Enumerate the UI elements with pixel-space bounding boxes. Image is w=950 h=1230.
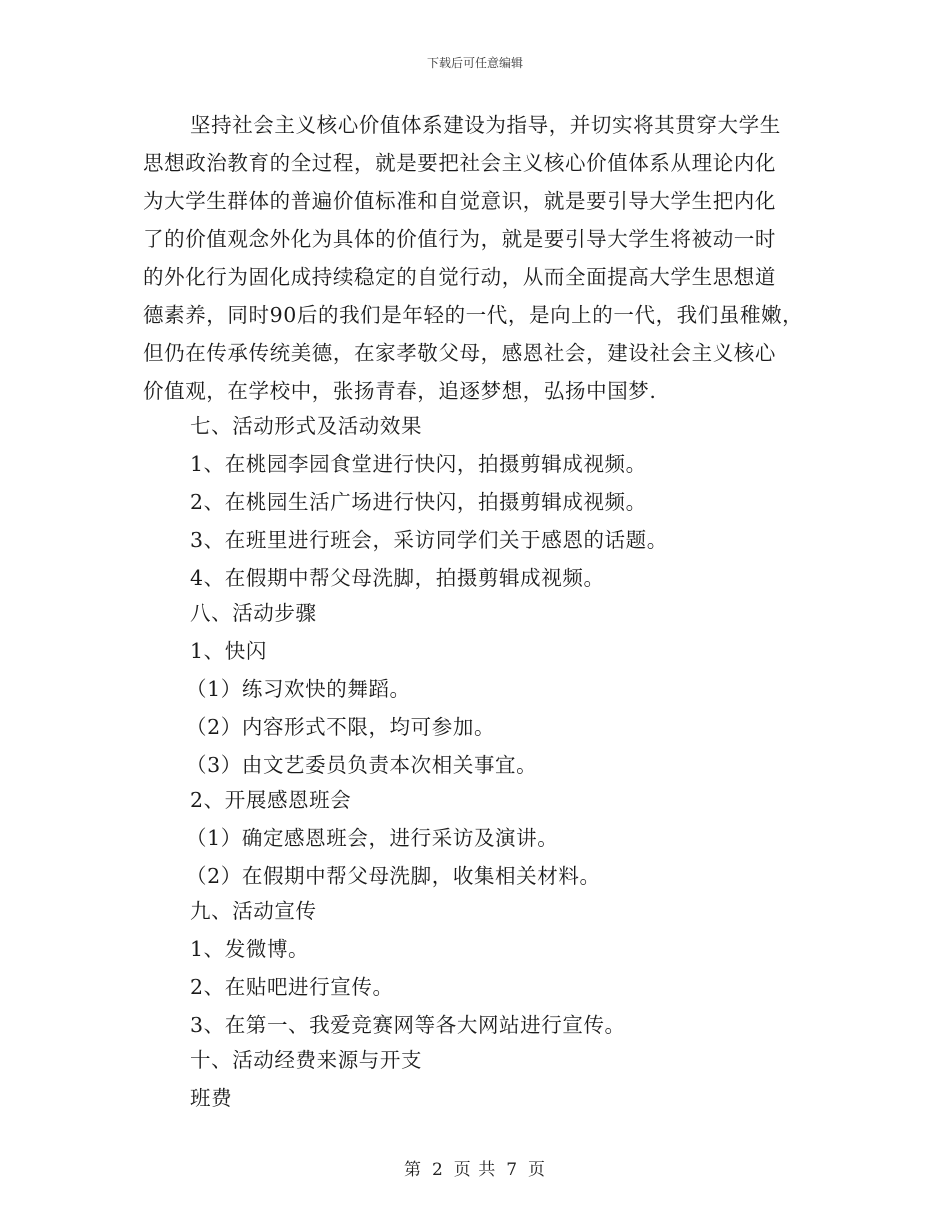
paragraph-line: 思想政治教育的全过程，就是要把社会主义核心价值体系从理论内化 <box>143 151 776 175</box>
list-item: 1、发微博。 <box>190 937 310 961</box>
paragraph-line: 的外化行为固化成持续稳定的自觉行动，从而全面提高大学生思想道 <box>143 265 776 289</box>
list-item: 3、在班里进行班会，采访同学们关于感恩的话题。 <box>190 528 668 552</box>
list-item: 4、在假期中帮父母洗脚，拍摄剪辑成视频。 <box>190 566 605 590</box>
page-footer <box>0 1155 950 1180</box>
sub-list-item: （1）确定感恩班会，进行采访及演讲。 <box>186 826 559 850</box>
section-heading-8: 八、活动步骤 <box>190 601 317 625</box>
page-header: 下载后可任意编辑 <box>426 56 523 70</box>
paragraph-line: 但仍在传承传统美德，在家孝敬父母，感恩社会，建设社会主义核心 <box>143 341 776 365</box>
paragraph-line: 德素养，同时90后的我们是年轻的一代，是向上的一代，我们虽稚嫩， <box>143 303 804 327</box>
list-item: 1、在桃园李园食堂进行快闪，拍摄剪辑成视频。 <box>190 452 647 476</box>
sub-list-item: （2）在假期中帮父母洗脚，收集相关材料。 <box>186 864 601 888</box>
section-content: 班费 <box>190 1086 233 1110</box>
list-item: 2、在桃园生活广场进行快闪，拍摄剪辑成视频。 <box>190 490 647 514</box>
section-heading-7: 七、活动形式及活动效果 <box>190 414 423 438</box>
paragraph-line: 价值观，在学校中，张扬青春，追逐梦想，弘扬中国梦. <box>143 379 657 403</box>
section-heading-9: 九、活动宣传 <box>190 899 317 923</box>
page-label-suffix: 页 <box>528 1160 547 1180</box>
step-title: 2、开展感恩班会 <box>190 788 352 812</box>
total-pages-number: 7 <box>506 1160 519 1180</box>
list-item: 3、在第一、我爱竞赛网等各大网站进行宣传。 <box>190 1013 626 1037</box>
section-heading-10: 十、活动经费来源与开支 <box>190 1048 423 1072</box>
sub-list-item: （3）由文艺委员负责本次相关事宜。 <box>186 753 538 777</box>
page-label-mid: 页 共 <box>453 1160 497 1180</box>
paragraph-line: 了的价值观念外化为具体的价值行为，就是要引导大学生将被动一时 <box>143 227 776 251</box>
step-title: 1、快闪 <box>190 639 267 663</box>
paragraph-line: 为大学生群体的普遍价值标准和自觉意识，就是要引导大学生把内化 <box>143 189 776 213</box>
sub-list-item: （2）内容形式不限，均可参加。 <box>186 715 496 739</box>
list-item: 2、在贴吧进行宣传。 <box>190 975 394 999</box>
current-page-number: 2 <box>431 1160 444 1180</box>
sub-list-item: （1）练习欢快的舞蹈。 <box>186 677 411 701</box>
page-label-prefix: 第 <box>403 1160 422 1180</box>
paragraph-line: 坚持社会主义核心价值体系建设为指导，并切实将其贯穿大学生 <box>190 113 781 137</box>
